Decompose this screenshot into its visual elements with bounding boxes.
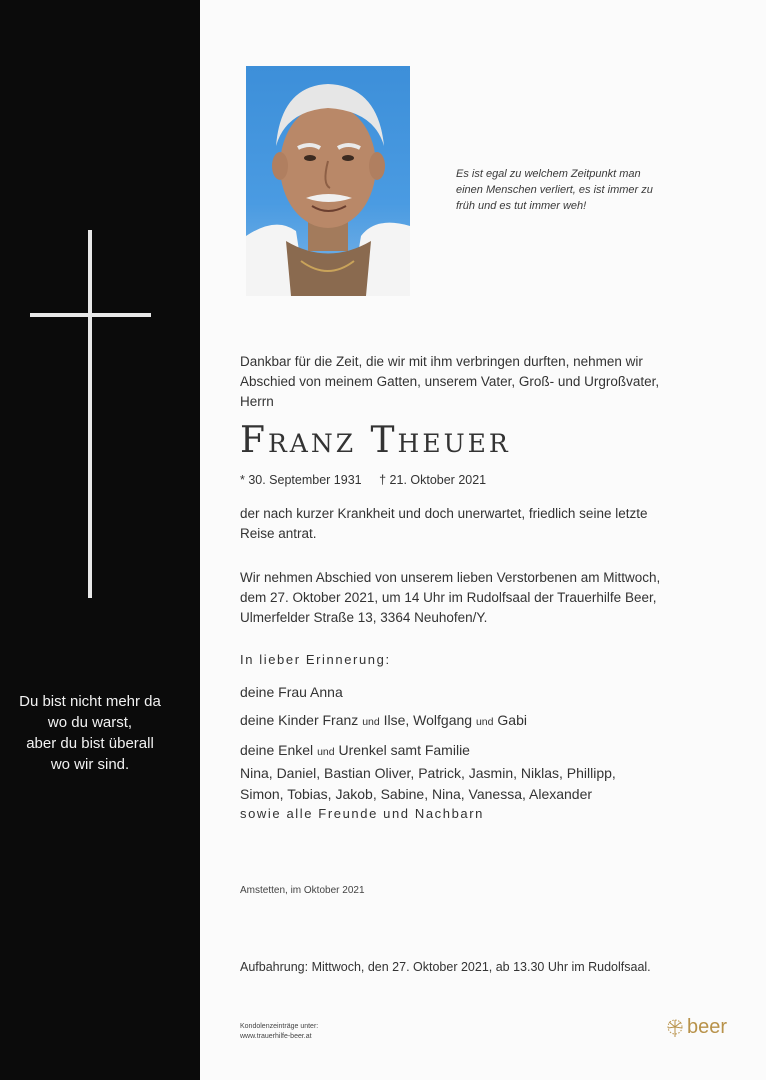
birth-date: * 30. September 1931 xyxy=(240,473,362,487)
children-prefix: deine Kinder Franz xyxy=(240,712,359,728)
sidebar-quote-line: wo du warst, xyxy=(47,714,133,731)
ceremony-line: Wir nehmen Abschied von unserem lieben Verstorbenen am Mittwoch, xyxy=(240,570,661,585)
ceremony-line: dem 27. Oktober 2021, um 14 Uhr im Rudolfsaal der Trauerhilfe Beer, xyxy=(240,590,657,605)
children-end: Gabi xyxy=(497,712,527,728)
grandchildren-names-line: Simon, Tobias, Jakob, Sabine, Nina, Vanessa, Alexander xyxy=(240,786,593,802)
intro-line: Dankbar für die Zeit, die wir mit ihm verbringen durften, nehmen wir xyxy=(240,354,643,369)
family-wife: deine Frau Anna xyxy=(240,684,343,700)
sidebar-quote-line: aber du bist überall xyxy=(26,735,154,752)
friends-line: sowie alle Freunde und Nachbarn xyxy=(240,806,484,821)
top-quote-line: früh und es tut immer weh! xyxy=(456,200,587,212)
sidebar-quote xyxy=(0,691,180,775)
children-and: und xyxy=(362,716,380,728)
portrait-photo xyxy=(246,66,410,296)
viewing-info: Aufbahrung: Mittwoch, den 27. Oktober 2021, ab 13.30 Uhr im Rudolfsaal. xyxy=(240,960,651,974)
family-children xyxy=(240,710,616,733)
life-dates xyxy=(240,473,486,487)
family-list xyxy=(240,682,616,805)
cross-icon-horizontal xyxy=(30,313,151,317)
top-quote-line: einen Menschen verliert, es ist immer zu xyxy=(456,184,653,196)
logo-text: beer xyxy=(687,1016,728,1038)
ceremony-line: Ulmerfelder Straße 13, 3364 Neuhofen/Y. xyxy=(240,610,488,625)
family-grandchildren xyxy=(240,740,616,763)
deceased-name: Franz Theuer xyxy=(240,420,511,461)
place-date: Amstetten, im Oktober 2021 xyxy=(240,885,365,896)
condolences-label: Kondolenzeinträge unter: xyxy=(240,1023,319,1030)
sidebar-quote-line: Du bist nicht mehr da xyxy=(19,693,161,710)
intro-paragraph xyxy=(240,352,659,412)
beer-logo xyxy=(666,1016,727,1039)
condolences-url[interactable]: www.trauerhilfe-beer.at xyxy=(240,1033,312,1040)
children-and: und xyxy=(475,716,494,728)
intro-line: Abschied von meinem Gatten, unserem Vater, Groß- und Urgroßvater, xyxy=(240,374,660,389)
grandchildren-and: und xyxy=(317,746,335,758)
top-quote-line: Es ist egal zu welchem Zeitpunkt man xyxy=(456,168,641,180)
death-date: † 21. Oktober 2021 xyxy=(379,473,487,487)
cross-icon-vertical xyxy=(88,230,92,598)
passing-paragraph xyxy=(240,504,647,544)
grandchildren-names-line: Nina, Daniel, Bastian Oliver, Patrick, Jasmin, Niklas, Phillipp, xyxy=(240,765,616,781)
intro-line: Herrn xyxy=(240,394,274,409)
condolences-info xyxy=(240,1022,318,1042)
dandelion-icon xyxy=(666,1018,684,1038)
passing-line: Reise antrat. xyxy=(240,526,317,541)
memory-heading: In lieber Erinnerung: xyxy=(240,652,391,667)
grandchildren-prefix: deine Enkel xyxy=(240,742,314,758)
top-quote xyxy=(456,166,716,214)
ceremony-paragraph xyxy=(240,568,660,628)
black-sidebar xyxy=(0,0,200,1080)
sidebar-quote-line: wo wir sind. xyxy=(50,756,130,773)
passing-line: der nach kurzer Krankheit und doch unerwartet, friedlich seine letzte xyxy=(240,506,648,521)
children-mid: Ilse, Wolfgang xyxy=(383,712,473,728)
grandchildren-suffix: Urenkel samt Familie xyxy=(338,742,470,758)
portrait-illustration xyxy=(246,66,410,296)
